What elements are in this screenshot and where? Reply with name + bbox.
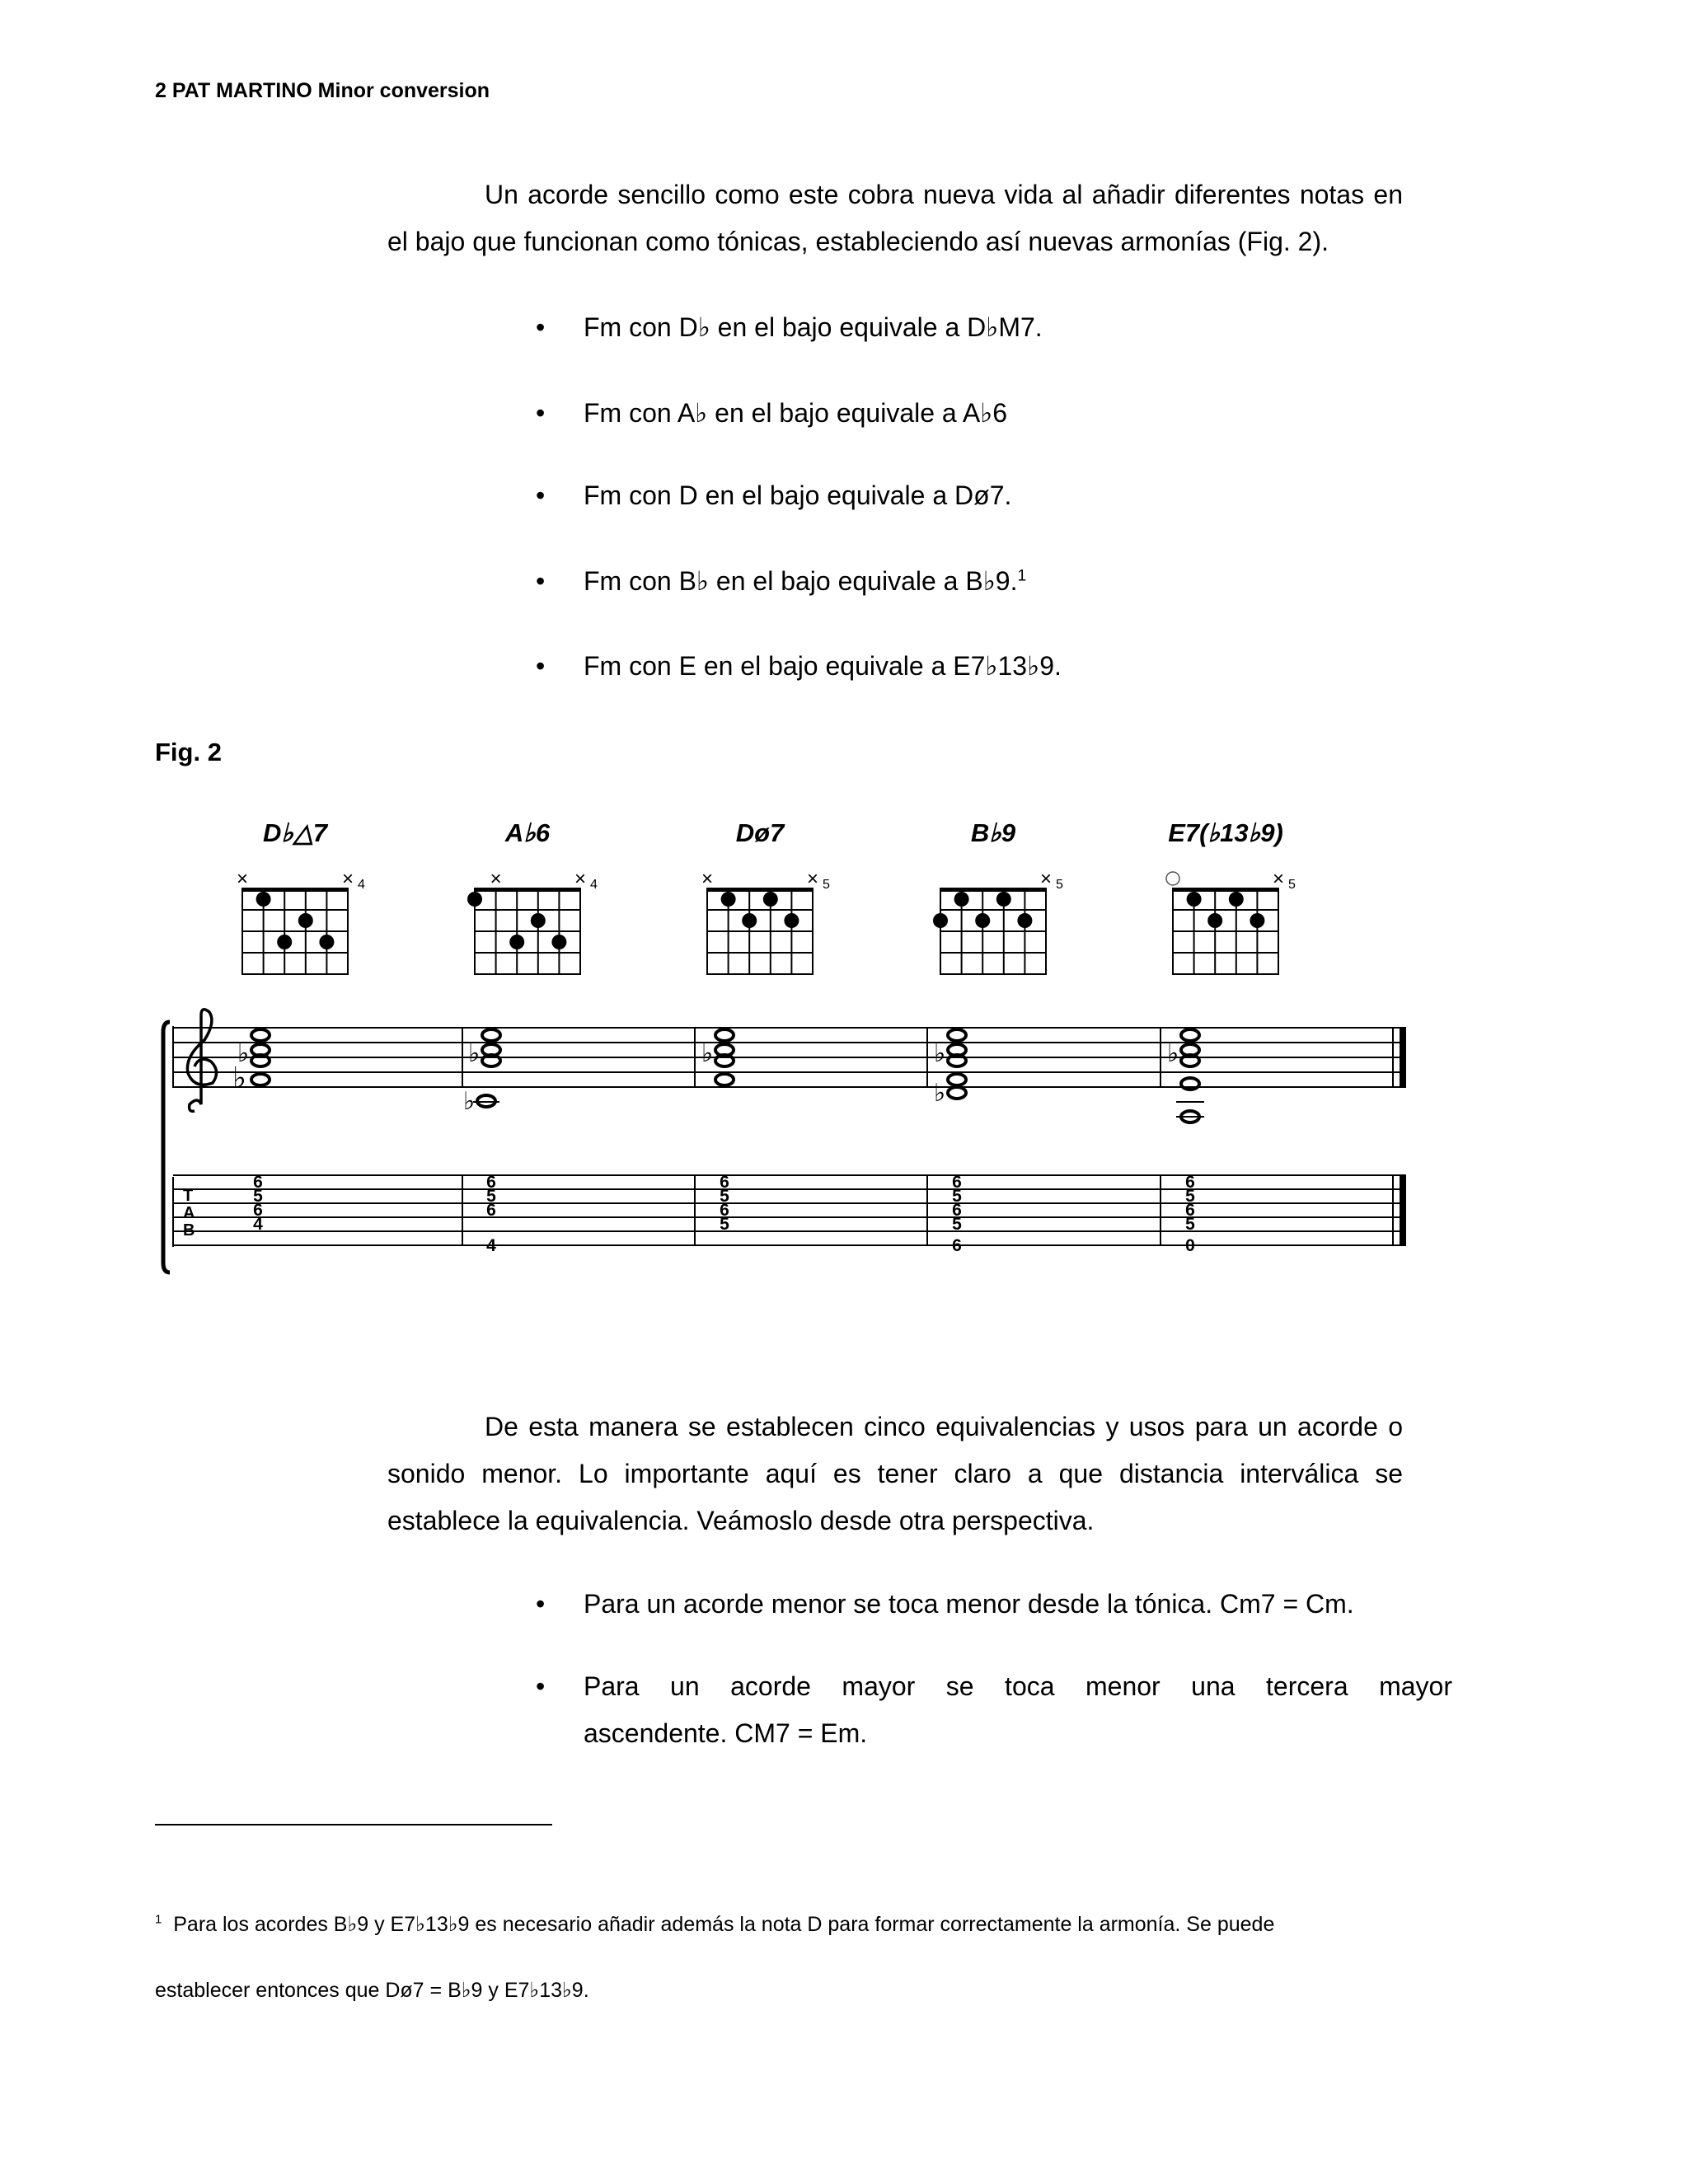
bullet-dot: • <box>536 480 546 510</box>
svg-text:♭: ♭ <box>463 1088 476 1115</box>
svg-text:6: 6 <box>486 1201 496 1220</box>
fret-number: 5 <box>823 878 830 892</box>
bullet-text: Fm con A♭ en el bajo equivale a A♭6 <box>584 398 1008 428</box>
tab-numbers <box>253 1173 1195 1255</box>
intro-paragraph-text: Un acorde sencillo como este cobra nueva vida al añadir diferentes notas en el bajo que funcionan como tónicas, estableciendo así nuevas armonías (Fig. 2). <box>387 180 1403 256</box>
svg-text:♭: ♭ <box>934 1080 946 1107</box>
svg-text:5: 5 <box>1185 1187 1195 1206</box>
svg-text:5: 5 <box>1185 1215 1195 1234</box>
svg-text:♭: ♭ <box>237 1040 250 1067</box>
muted-string-mark: × <box>490 868 502 890</box>
muted-string-mark: × <box>1039 868 1053 890</box>
svg-text:4: 4 <box>253 1215 263 1234</box>
svg-text:5: 5 <box>720 1215 729 1234</box>
key-flat: ♭ <box>232 1061 246 1094</box>
svg-text:6: 6 <box>952 1173 962 1192</box>
bullet-dot: • <box>536 1589 546 1619</box>
svg-text:6: 6 <box>1185 1201 1195 1220</box>
bullet-dot: • <box>536 398 546 428</box>
svg-text:♭: ♭ <box>1167 1040 1179 1067</box>
chord-name-bb9: B♭9 <box>970 818 1016 847</box>
chord-name-ab6: A♭6 <box>504 818 551 847</box>
rule-text-line2: ascendente. CM7 = Em. <box>584 1718 868 1748</box>
svg-text:6: 6 <box>1185 1173 1195 1192</box>
fret-number: 4 <box>358 878 365 892</box>
second-paragraph-text: De esta manera se establecen cinco equivalencias y usos para un acorde o sonido menor. Lo importante aquí es tener claro a que distancia interválica se establece la equivalencia. Veámoslo desde otra perspectiva. <box>387 1412 1403 1535</box>
chord-name-e7b13b9: E7(♭13♭9) <box>1168 818 1283 847</box>
footnote-text-1: Para los acordes B♭9 y E7♭13♭9 es necesario añadir además la nota D para formar correctamente la armonía. Se puede <box>173 1913 1275 1936</box>
chord-name-dbmaj7: D♭△7 <box>262 818 328 847</box>
chord-name-dhalfdim7: Dø7 <box>735 818 785 847</box>
footnote-line2: establecer entonces que Dø7 = B♭9 y E7♭13♭9. <box>155 1979 589 2002</box>
svg-text:♭: ♭ <box>701 1040 714 1067</box>
muted-string-mark: × <box>806 868 819 890</box>
svg-text:B: B <box>183 1221 195 1240</box>
svg-text:6: 6 <box>253 1173 263 1192</box>
svg-text:5: 5 <box>952 1215 962 1234</box>
svg-text:♭: ♭ <box>934 1040 946 1067</box>
footnote-ref[interactable]: 1 <box>1017 567 1027 585</box>
svg-text:6: 6 <box>253 1201 263 1220</box>
second-paragraph <box>387 1404 1403 1544</box>
bullet-dot: • <box>536 312 546 342</box>
svg-text:5: 5 <box>720 1187 729 1206</box>
svg-text:5: 5 <box>253 1187 263 1206</box>
bullet-text: Fm con D♭ en el bajo equivale a D♭M7. <box>584 312 1043 342</box>
fret-number: 5 <box>1056 878 1063 892</box>
bullet-text-content: Fm con B♭ en el bajo equivale a B♭9. <box>584 566 1018 596</box>
standard-staff <box>173 1028 1406 1087</box>
bullet-dot: • <box>536 566 546 596</box>
rule-text-line1: Para un acorde mayor se toca menor una tercera mayor <box>584 1671 1452 1701</box>
muted-string-mark: × <box>341 868 354 890</box>
bullet-dot: • <box>536 1671 546 1701</box>
svg-text:6: 6 <box>720 1201 729 1220</box>
svg-text:5: 5 <box>486 1187 496 1206</box>
footnote-line1 <box>155 1912 1404 1937</box>
running-header: 2 PAT MARTINO Minor conversion <box>155 79 490 102</box>
treble-clef <box>187 1010 216 1112</box>
rule-text: Para un acorde menor se toca menor desde la tónica. Cm7 = Cm. <box>584 1589 1354 1619</box>
svg-text:0: 0 <box>1185 1236 1195 1255</box>
fret-number: 5 <box>1288 878 1296 892</box>
bullet-text: Fm con E en el bajo equivale a E7♭13♭9. <box>584 651 1062 681</box>
muted-string-mark: × <box>1272 868 1285 890</box>
muted-string-mark: × <box>701 868 714 890</box>
footnote-separator <box>155 1824 552 1825</box>
fret-number: 4 <box>590 878 598 892</box>
svg-text:5: 5 <box>952 1187 962 1206</box>
svg-text:6: 6 <box>952 1201 962 1220</box>
svg-text:4: 4 <box>486 1236 496 1255</box>
bullet-text: Fm con D en el bajo equivale a Dø7. <box>584 480 1012 510</box>
footnote-number: 1 <box>155 1912 162 1927</box>
svg-text:6: 6 <box>720 1173 729 1192</box>
muted-string-mark: × <box>236 868 249 890</box>
bullet-dot: • <box>536 651 546 681</box>
tab-clef <box>183 1187 195 1240</box>
svg-text:6: 6 <box>486 1173 496 1192</box>
svg-text:T: T <box>183 1187 194 1205</box>
muted-string-mark: × <box>574 868 587 890</box>
svg-text:A: A <box>183 1204 195 1222</box>
accidentals <box>237 1040 1179 1115</box>
figure-label: Fig. 2 <box>155 738 222 766</box>
system-bracket <box>163 1022 170 1272</box>
tab-staff <box>173 1175 1406 1245</box>
svg-text:6: 6 <box>952 1236 962 1255</box>
svg-text:♭: ♭ <box>468 1040 481 1067</box>
